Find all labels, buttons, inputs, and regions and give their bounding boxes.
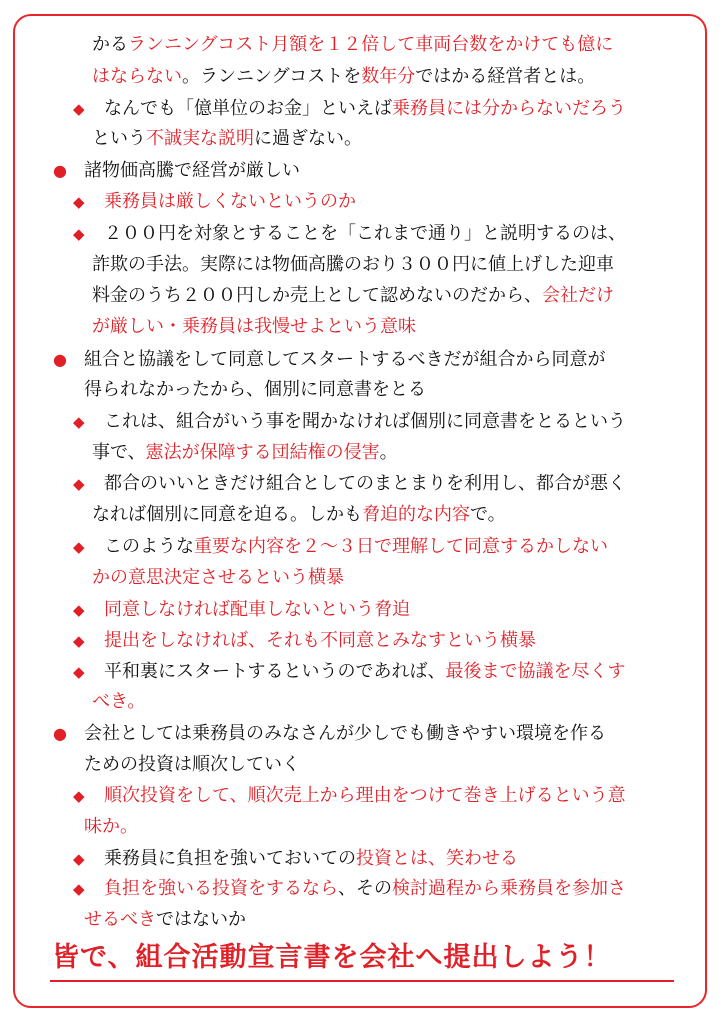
text-line: これは、組合がいう事を聞かなければ個別に同意書をとるという [104,411,626,432]
highlight-span: 数年分 [361,66,416,87]
bullet-heading: 会社としては乗務員のみなさんが少しでも働きやすい環境を作る [84,723,606,744]
highlight-span: 検討過程から乗務員を参加さ [392,878,626,899]
text-line: 味か。 [84,816,138,837]
text-span: で。 [470,504,506,525]
highlight-span: 最後まで協議を尽くす [445,661,626,682]
diamond-icon: ◆ [73,601,85,619]
highlight-span: せるべき [84,909,156,930]
text-line [104,659,625,685]
text-line: ための投資は順次していく [84,754,300,775]
diamond-icon: ◆ [73,538,85,556]
diamond-icon: ◆ [73,880,85,898]
text-line: ２００円を対象とすることを「これまで通り」と説明するのは、 [104,223,626,244]
text-line [84,907,246,933]
text-line [104,534,608,560]
text-line: べき。 [92,691,146,712]
text-line: 提出をしなければ、それも不同意とみなすという横暴 [104,630,536,651]
footer-slogan: 皆で、組合活動宣言書を会社へ提出しよう！ [52,942,612,973]
circle-bullet-icon: ● [53,350,67,369]
text-span: このような [104,536,194,557]
highlight-span: 負担を強いる投資をするなら [104,878,338,899]
text-line [92,32,613,58]
text-line [92,126,362,152]
text-span: 。ランニングコストを [182,66,362,87]
diamond-icon: ◆ [73,225,85,243]
text-span: に過ぎない。 [254,128,362,149]
circle-bullet-icon: ● [53,161,67,180]
text-span: なんでも「億単位のお金」といえば [104,98,392,119]
text-line [92,440,398,466]
text-line: 都合のいいときだけ組合としてのまとまりを利用し、都合が悪く [104,473,626,494]
text-line: かの意思決定させるという横暴 [92,567,344,588]
text-line: 詐欺の手法。実際には物価高騰のおり３００円に値上げした迎車 [92,254,614,275]
highlight-span: 会社だけ [542,285,614,306]
text-line: 同意しなければ配車しないという脅迫 [104,599,410,620]
diamond-icon: ◆ [73,193,85,211]
text-line [92,64,595,90]
text-span: 、その [338,878,392,899]
diamond-icon: ◆ [73,100,85,118]
diamond-icon: ◆ [73,632,85,650]
highlight-span: 憲法が保障する団結権の侵害 [145,442,380,463]
text-span: 料金のうち２００円しか売上として認めないのだから、 [92,285,542,306]
bullet-heading: 諸物価高騰で経営が厳しい [84,160,300,181]
highlight-span: はならない [92,66,182,87]
text-line [92,283,614,309]
text-line [92,502,506,528]
footer-underline [50,980,674,982]
highlight-span: ランニングコスト月額を１２倍して車両台数をかけても億に [128,34,614,55]
text-line: が厳しい・乗務員は我慢せよという意味 [92,316,416,337]
text-span: ではかる経営者とは。 [415,66,596,87]
diamond-icon: ◆ [73,475,85,493]
highlight-span: 不誠実な説明 [146,128,254,149]
bullet-heading: 組合と協議をして同意してスタートするべきだが組合から同意が [84,349,606,370]
text-span: 事で、 [92,442,146,463]
highlight-span: 脅迫的な内容 [362,504,470,525]
diamond-icon: ◆ [73,787,85,805]
diamond-icon: ◆ [73,413,85,431]
text-line: 得られなかったから、個別に同意書をとる [84,379,426,400]
text-span: 。 [379,442,398,463]
text-line [104,876,626,902]
text-span: ではないか [156,909,246,930]
circle-bullet-icon: ● [53,724,67,743]
diamond-icon: ◆ [73,850,85,868]
text-span: という [92,128,146,149]
text-line: 順次投資をして、順次売上から理由をつけて巻き上げるという意 [104,785,626,806]
highlight-span: 投資とは、笑わせる [356,848,518,869]
highlight-span: 乗務員には分からないだろう [392,98,626,119]
text-span: 乗務員に負担を強いておいての [104,848,356,869]
text-span: 平和裏にスタートするというのであれば、 [104,661,446,682]
highlight-span: 重要な内容を２～３日で理解して同意するかしない [194,536,608,557]
text-span: なれば個別に同意を迫る。しかも [92,504,362,525]
diamond-icon: ◆ [73,663,85,681]
text-line [104,96,626,122]
text-span: かる [92,34,128,55]
text-line [104,846,518,872]
text-line: 乗務員は厳しくないというのか [104,191,356,212]
